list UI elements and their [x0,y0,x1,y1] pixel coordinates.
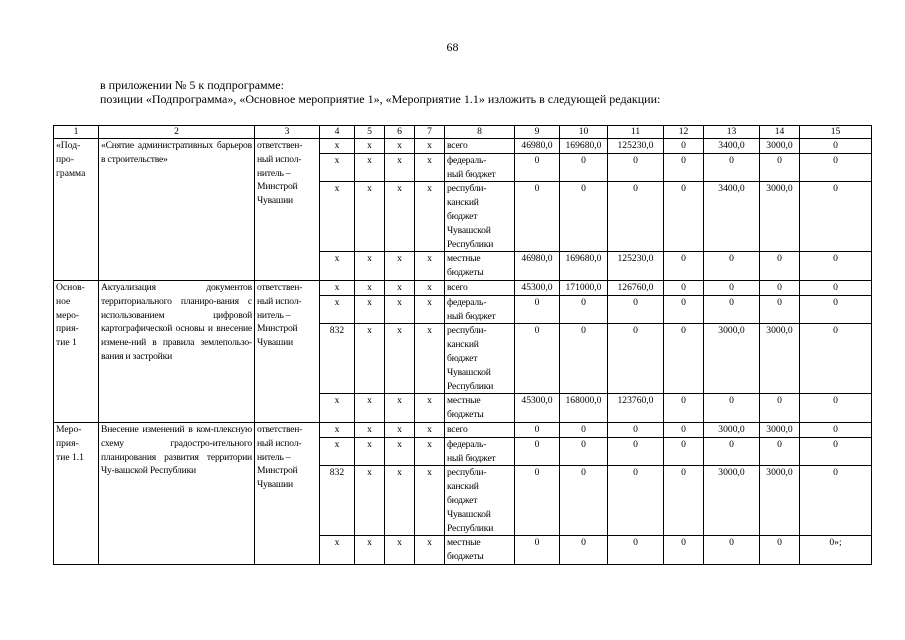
expense-type-cell: х [415,536,445,565]
value-2019-cell: 45300,0 [515,394,560,423]
expense-type-cell: х [415,252,445,281]
target-article-cell: х [385,437,415,466]
funding-source-cell: республи- канский бюджет Чувашской Республики [445,324,515,394]
value-2022-cell: 0 [664,252,704,281]
name-cell: Актуализация документов территориального планиро-вания с использованием цифровой картографической основы и внесение измене-ний в правила землепользо-вания и застройки [99,280,255,422]
section-cell: х [355,536,385,565]
executor-cell: ответствен- ный испол- нитель – Минстрой Чувашии [255,422,320,564]
column-header: 12 [664,126,704,139]
value-2024-cell: 3000,0 [760,324,800,394]
value-2021-cell: 126760,0 [608,280,664,295]
value-2024-cell: 3000,0 [760,422,800,437]
section-cell: х [355,466,385,536]
column-header: 6 [385,126,415,139]
gov-code-cell: х [320,437,355,466]
target-article-cell: х [385,139,415,154]
value-2024-cell: 3000,0 [760,466,800,536]
value-2023-cell: 0 [704,252,760,281]
gov-code-cell: х [320,536,355,565]
column-header: 8 [445,126,515,139]
column-header: 15 [800,126,872,139]
value-2022-cell: 0 [664,295,704,324]
value-2024-cell: 0 [760,394,800,423]
gov-code-cell: х [320,252,355,281]
value-2023-cell: 0 [704,295,760,324]
value-2025-cell: 0 [800,437,872,466]
name-cell: Внесение изменений в ком-плексную схему градостро-ительного планирования развития территории Чу-вашской Республики [99,422,255,564]
value-2021-cell: 0 [608,324,664,394]
value-2020-cell: 0 [560,153,608,182]
value-2019-cell: 46980,0 [515,252,560,281]
value-2019-cell: 0 [515,437,560,466]
value-2023-cell: 0 [704,437,760,466]
value-2023-cell: 3400,0 [704,139,760,154]
section-cell: х [355,153,385,182]
section-cell: х [355,252,385,281]
funding-source-cell: местные бюджеты [445,394,515,423]
value-2023-cell: 0 [704,394,760,423]
value-2023-cell: 3400,0 [704,182,760,252]
expense-type-cell: х [415,324,445,394]
target-article-cell: х [385,536,415,565]
value-2025-cell: 0 [800,153,872,182]
column-header: 10 [560,126,608,139]
column-header: 14 [760,126,800,139]
gov-code-cell: х [320,139,355,154]
expense-type-cell: х [415,295,445,324]
value-2025-cell: 0 [800,280,872,295]
expense-type-cell: х [415,139,445,154]
column-header: 9 [515,126,560,139]
value-2024-cell: 0 [760,295,800,324]
gov-code-cell: 832 [320,324,355,394]
table-body [54,139,872,565]
page-number: 68 [446,40,459,54]
target-article-cell: х [385,153,415,182]
expense-type-cell: х [415,182,445,252]
value-2021-cell: 0 [608,466,664,536]
executor-cell: ответствен- ный испол- нитель – Минстрой Чувашии [255,280,320,422]
column-header: 4 [320,126,355,139]
value-2020-cell: 169680,0 [560,252,608,281]
column-header: 1 [54,126,99,139]
target-article-cell: х [385,182,415,252]
value-2019-cell: 0 [515,536,560,565]
value-2023-cell: 3000,0 [704,324,760,394]
value-2021-cell: 0 [608,437,664,466]
funding-source-cell: федераль- ный бюджет [445,437,515,466]
value-2025-cell: 0 [800,252,872,281]
value-2021-cell: 0 [608,153,664,182]
value-2024-cell: 0 [760,280,800,295]
value-2021-cell: 0 [608,182,664,252]
value-2025-cell: 0 [800,422,872,437]
section-cell: х [355,182,385,252]
expense-type-cell: х [415,422,445,437]
value-2019-cell: 0 [515,422,560,437]
value-2019-cell: 0 [515,466,560,536]
status-cell: Меро- прия- тие 1.1 [54,422,99,564]
value-2022-cell: 0 [664,437,704,466]
section-cell: х [355,437,385,466]
value-2019-cell: 46980,0 [515,139,560,154]
gov-code-cell: х [320,295,355,324]
gov-code-cell: х [320,153,355,182]
status-cell: Основ- ное меро- прия- тие 1 [54,280,99,422]
column-header: 11 [608,126,664,139]
value-2019-cell: 0 [515,153,560,182]
value-2021-cell: 0 [608,422,664,437]
value-2021-cell: 0 [608,295,664,324]
value-2025-cell: 0 [800,466,872,536]
value-2020-cell: 0 [560,295,608,324]
funding-table [53,125,872,565]
value-2024-cell: 0 [760,437,800,466]
value-2020-cell: 168000,0 [560,394,608,423]
value-2023-cell: 3000,0 [704,466,760,536]
expense-type-cell: х [415,466,445,536]
column-header: 3 [255,126,320,139]
value-2024-cell: 0 [760,536,800,565]
value-2022-cell: 0 [664,153,704,182]
value-2020-cell: 0 [560,422,608,437]
column-header: 5 [355,126,385,139]
funding-source-cell: республи- канский бюджет Чувашской Республики [445,182,515,252]
target-article-cell: х [385,466,415,536]
section-cell: х [355,280,385,295]
column-header: 13 [704,126,760,139]
table-row [54,422,872,437]
value-2020-cell: 0 [560,466,608,536]
status-cell: «Под- про- грамма [54,139,99,281]
target-article-cell: х [385,324,415,394]
value-2020-cell: 169680,0 [560,139,608,154]
value-2023-cell: 0 [704,153,760,182]
target-article-cell: х [385,394,415,423]
value-2022-cell: 0 [664,182,704,252]
value-2025-cell: 0»; [800,536,872,565]
value-2022-cell: 0 [664,536,704,565]
target-article-cell: х [385,280,415,295]
value-2024-cell: 0 [760,252,800,281]
value-2021-cell: 0 [608,536,664,565]
funding-source-cell: всего [445,280,515,295]
value-2023-cell: 0 [704,536,760,565]
section-cell: х [355,139,385,154]
value-2024-cell: 3000,0 [760,139,800,154]
target-article-cell: х [385,295,415,324]
intro-text [100,78,660,106]
column-header: 7 [415,126,445,139]
expense-type-cell: х [415,280,445,295]
value-2021-cell: 123760,0 [608,394,664,423]
section-cell: х [355,422,385,437]
target-article-cell: х [385,252,415,281]
value-2019-cell: 0 [515,295,560,324]
value-2025-cell: 0 [800,295,872,324]
value-2021-cell: 125230,0 [608,252,664,281]
funding-source-cell: федераль- ный бюджет [445,295,515,324]
value-2020-cell: 0 [560,536,608,565]
value-2025-cell: 0 [800,182,872,252]
table-row [54,280,872,295]
value-2022-cell: 0 [664,324,704,394]
value-2020-cell: 0 [560,324,608,394]
gov-code-cell: 832 [320,466,355,536]
value-2020-cell: 171000,0 [560,280,608,295]
value-2019-cell: 0 [515,182,560,252]
section-cell: х [355,394,385,423]
value-2024-cell: 3000,0 [760,182,800,252]
value-2022-cell: 0 [664,466,704,536]
gov-code-cell: х [320,422,355,437]
executor-cell: ответствен- ный испол- нитель – Минстрой Чувашии [255,139,320,281]
value-2025-cell: 0 [800,139,872,154]
expense-type-cell: х [415,394,445,423]
target-article-cell: х [385,422,415,437]
value-2022-cell: 0 [664,280,704,295]
gov-code-cell: х [320,394,355,423]
name-cell: «Снятие административных барьеров в строительстве» [99,139,255,281]
table-row [54,139,872,154]
value-2023-cell: 0 [704,280,760,295]
value-2022-cell: 0 [664,139,704,154]
funding-source-cell: республи- канский бюджет Чувашской Республики [445,466,515,536]
value-2025-cell: 0 [800,394,872,423]
gov-code-cell: х [320,280,355,295]
expense-type-cell: х [415,153,445,182]
column-header: 2 [99,126,255,139]
value-2023-cell: 3000,0 [704,422,760,437]
funding-source-cell: местные бюджеты [445,252,515,281]
value-2020-cell: 0 [560,182,608,252]
value-2022-cell: 0 [664,422,704,437]
section-cell: х [355,324,385,394]
funding-source-cell: федераль- ный бюджет [445,153,515,182]
intro-line-1: в приложении № 5 к подпрограмме: [100,78,284,92]
value-2019-cell: 45300,0 [515,280,560,295]
value-2021-cell: 125230,0 [608,139,664,154]
funding-source-cell: местные бюджеты [445,536,515,565]
section-cell: х [355,295,385,324]
value-2025-cell: 0 [800,324,872,394]
value-2020-cell: 0 [560,437,608,466]
gov-code-cell: х [320,182,355,252]
funding-source-cell: всего [445,139,515,154]
funding-source-cell: всего [445,422,515,437]
intro-line-2: позиции «Подпрограмма», «Основное мероприятие 1», «Мероприятие 1.1» изложить в следующей редакции: [100,92,661,106]
expense-type-cell: х [415,437,445,466]
value-2019-cell: 0 [515,324,560,394]
value-2024-cell: 0 [760,153,800,182]
column-number-row [54,126,872,139]
value-2022-cell: 0 [664,394,704,423]
